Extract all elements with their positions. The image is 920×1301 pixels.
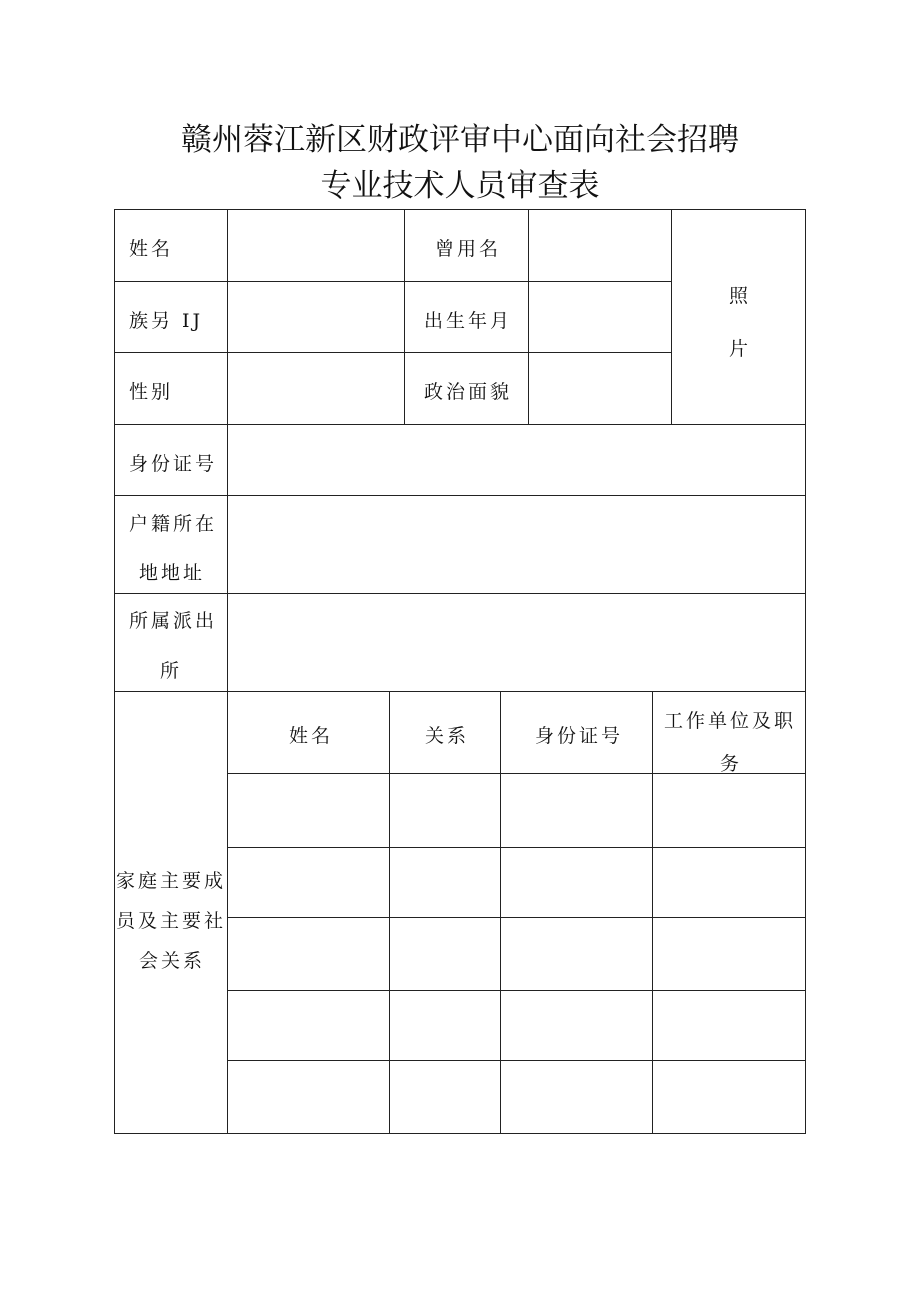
label-household-1: 户籍所在 — [129, 513, 218, 535]
row-divider — [114, 691, 805, 692]
family-row[interactable] — [228, 1061, 805, 1133]
label-former-name: 曾用名 — [435, 238, 502, 260]
header-family-work-1: 工作单位及职 — [664, 710, 797, 732]
label-household-2: 地地址 — [139, 562, 206, 584]
gender-field[interactable] — [228, 353, 404, 424]
label-ethnicity: 族另 IJ — [129, 310, 204, 332]
name-field[interactable] — [228, 210, 404, 281]
birth-field[interactable] — [529, 282, 671, 352]
photo-label-2: 片 — [729, 338, 752, 360]
col-divider — [404, 209, 405, 424]
family-row[interactable] — [228, 991, 805, 1060]
title-line-1: 赣州蓉江新区财政评审中心面向社会招聘 — [181, 122, 739, 158]
label-family-3: 会关系 — [139, 950, 206, 972]
family-row[interactable] — [228, 774, 805, 847]
header-family-work-2: 务 — [720, 753, 743, 775]
table-border-left — [114, 209, 115, 1134]
label-name: 姓名 — [129, 238, 174, 260]
table-border-bottom — [114, 1133, 806, 1134]
label-family-1: 家庭主要成 — [116, 870, 227, 892]
photo-label-1: 照 — [729, 285, 752, 307]
label-birth: 出生年月 — [424, 310, 513, 332]
label-gender: 性别 — [129, 381, 174, 403]
header-family-relation: 关系 — [425, 725, 470, 747]
header-family-name: 姓名 — [289, 725, 334, 747]
police-station-field[interactable] — [228, 594, 805, 691]
label-police-2: 所 — [160, 660, 183, 682]
ethnicity-field[interactable] — [228, 282, 404, 352]
title-line-2: 专业技术人员审查表 — [320, 168, 600, 204]
family-row[interactable] — [228, 918, 805, 990]
family-row[interactable] — [228, 848, 805, 917]
household-address-field[interactable] — [228, 496, 805, 593]
label-political: 政治面貌 — [424, 381, 513, 403]
photo-box[interactable] — [672, 210, 805, 424]
political-field[interactable] — [529, 353, 671, 424]
id-number-field[interactable] — [228, 425, 805, 495]
label-police-1: 所属派出 — [129, 610, 218, 632]
header-family-id: 身份证号 — [535, 725, 624, 747]
row-divider — [114, 281, 227, 282]
table-border-right — [805, 209, 806, 1134]
label-family-2: 员及主要社 — [116, 910, 227, 932]
label-id-number: 身份证号 — [129, 453, 218, 475]
former-name-field[interactable] — [529, 210, 671, 281]
